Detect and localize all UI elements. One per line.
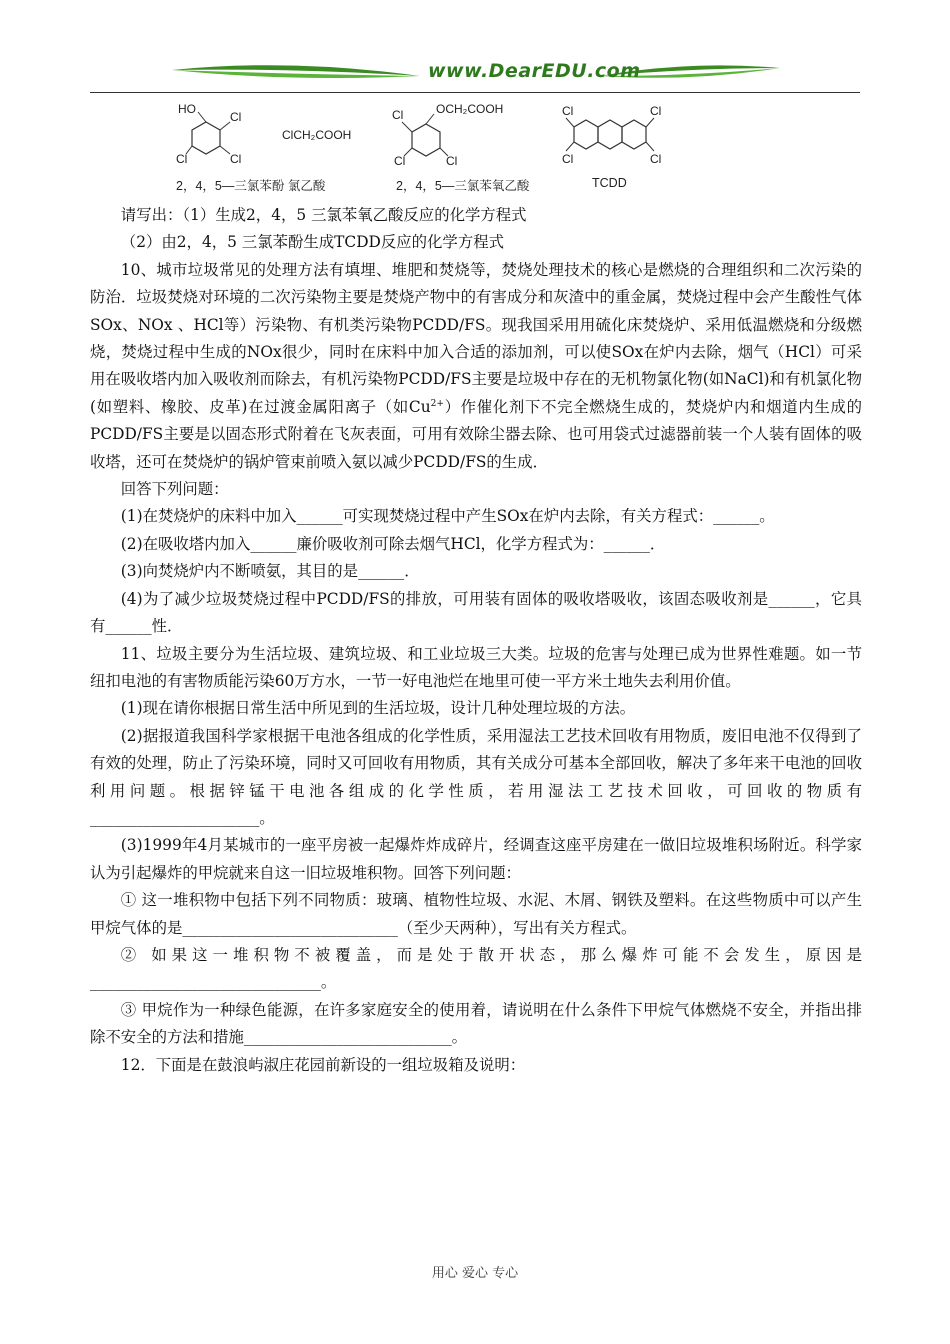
question-11-3-b: ② 如果这一堆积物不被覆盖，而是处于散开状态，那么爆炸可能不会发生，原因是______________________________。: [90, 945, 862, 992]
document-body: [90, 202, 862, 1079]
q10-cu-charge: 2+: [430, 398, 444, 409]
question-11-3-c: ③ 甲烷作为一种绿色能源，在许多家庭安全的使用着，请说明在什么条件下甲烷气体燃烧不安全，并指出排除不安全的方法和措施___________________________。: [90, 1000, 862, 1047]
caption-trichlorophenoxyacetic: 2，4，5—三氯苯氧乙酸: [396, 179, 530, 193]
question-10-1: (1)在焚烧炉的床料中加入______可实现焚烧过程中产生SOx在炉内去除，有关方程式：______。: [120, 507, 775, 526]
phenol-label-cl3: Cl: [230, 152, 242, 166]
question-10-4: (4)为了减少垃圾焚烧过程中PCDD/FS的排放，可用装有固体的吸收塔吸收，该固态吸收剂是______，它具有______性．: [90, 589, 862, 636]
question-11-3: (3)1999年4月某城市的一座平房被一起爆炸炸成碎片，经调查这座平房建在一做旧垃圾堆积场附近。科学家认为引起爆炸的甲烷就来自这一旧垃圾堆积物。回答下列问题：: [90, 836, 862, 882]
q10-text-a: 10、城市垃圾常见的处理方法有填埋、堆肥和焚烧等，焚烧处理技术的核心是燃烧的合理组织和二次污染的防治．垃圾焚烧对环境的二次污染物主要是焚烧产物中的有害成分和灰渣中的重金属，焚烧过程中会产生酸性气体SOx、NOx 、HCl等）污染物、有机类污染物PCDD/FS。现我国采用用硫化床焚烧炉、采用低温燃烧和分级燃烧，焚烧过程中生成的NOx很少，同时在床料中加入合适的添加剂，可以使SOx在炉内去除，烟气（HCl）可采用在吸收塔内加入吸收剂而除去，有机污染物PCDD/FS主要是垃圾中存在的无机物氯化物(如NaCl)和有机氯化物(如塑料、橡胶、皮革)在过渡金属阳离子（如Cu: [90, 260, 862, 416]
question-11-1: (1)现在请你根据日常生活中所见到的生活垃圾，设计几种处理垃圾的方法。: [120, 699, 636, 718]
caption-phenol-chloroacetic: 2，4，5—三氯苯酚 氯乙酸: [176, 179, 326, 193]
structure-drawings: [168, 100, 688, 180]
phenol-label-ho: HO: [178, 102, 196, 116]
page-footer: 用心 爱心 专心: [431, 1266, 519, 1281]
chemical-structures-figure: [168, 100, 688, 196]
phenol-label-cl1: Cl: [230, 110, 242, 124]
acid-label-cl2: Cl: [394, 154, 406, 168]
tcdd-label-cl1: Cl: [562, 104, 574, 118]
acid-label-och2cooh: OCH₂COOH: [436, 102, 504, 116]
header-divider: [90, 92, 860, 93]
chloroacetic-acid-label: ClCH₂COOH: [282, 128, 352, 142]
tcdd-label-cl3: Cl: [562, 152, 574, 166]
q10-text-b: ）作催化剂下不完全燃烧生成的，焚烧炉内和烟道内生成的PCDD/FS主要是以固态形式附着在飞灰表面，可用有效除尘器去除、也可用袋式过滤器前装一个人装有固体的吸收塔，还可在焚烧炉的锅炉管束前喷入氨以减少PCDD/FS的生成．: [90, 397, 862, 471]
question-11-3-a: ① 这一堆积物中包括下列不同物质：玻璃、植物性垃圾、水泥、木屑、钢铁及塑料。在这些物质中可以产生甲烷气体的是____________________________（至少天两种），写出有关方程式。: [90, 891, 862, 937]
tcdd-label-cl4: Cl: [650, 152, 662, 166]
question-10-2: (2)在吸收塔内加入______廉价吸收剂可除去烟气HCl，化学方程式为：______．: [120, 534, 666, 553]
question-10-paragraph: [90, 257, 862, 476]
site-logo-text: www.DearEDU.com: [428, 60, 641, 82]
caption-tcdd: TCDD: [592, 176, 627, 190]
tcdd-label-cl2: Cl: [650, 104, 662, 118]
question-11-2: (2)据报道我国科学家根据干电池各组成的化学性质，采用湿法工艺技术回收有用物质，废旧电池不仅得到了有效的处理，防止了污染环境，同时又可回收有用物质，其有关成分可基本全部回收，解决了多年来干电池的回收利用问题。根据锌锰干电池各组成的化学性质，若用湿法工艺技术回收，可回收的物质有______________________。: [90, 726, 862, 827]
question-11-paragraph: 11、垃圾主要分为生活垃圾、建筑垃圾、和工业垃圾三大类。垃圾的危害与处理已成为世界性难题。如一节纽扣电池的有害物质能污染60万方水，一节一好电池烂在地里可使一平方米土地失去利用价值。: [90, 644, 862, 690]
question-12-paragraph: 12．下面是在鼓浪屿淑庄花园前新设的一组垃圾箱及说明：: [120, 1055, 526, 1074]
question-9-part-1: 请写出：（1）生成2，4，5 三氯苯氧乙酸反应的化学方程式: [120, 206, 527, 224]
acid-label-cl1: Cl: [392, 108, 404, 122]
answer-prompt: 回答下列问题：: [120, 480, 229, 499]
acid-label-cl3: Cl: [446, 154, 458, 168]
question-9-part-2: （2）由2，4，5 三氯苯酚生成TCDD反应的化学方程式: [120, 233, 504, 252]
phenol-label-cl2: Cl: [176, 152, 188, 166]
question-10-3: (3)向焚烧炉内不断喷氨，其目的是______．: [120, 562, 420, 581]
